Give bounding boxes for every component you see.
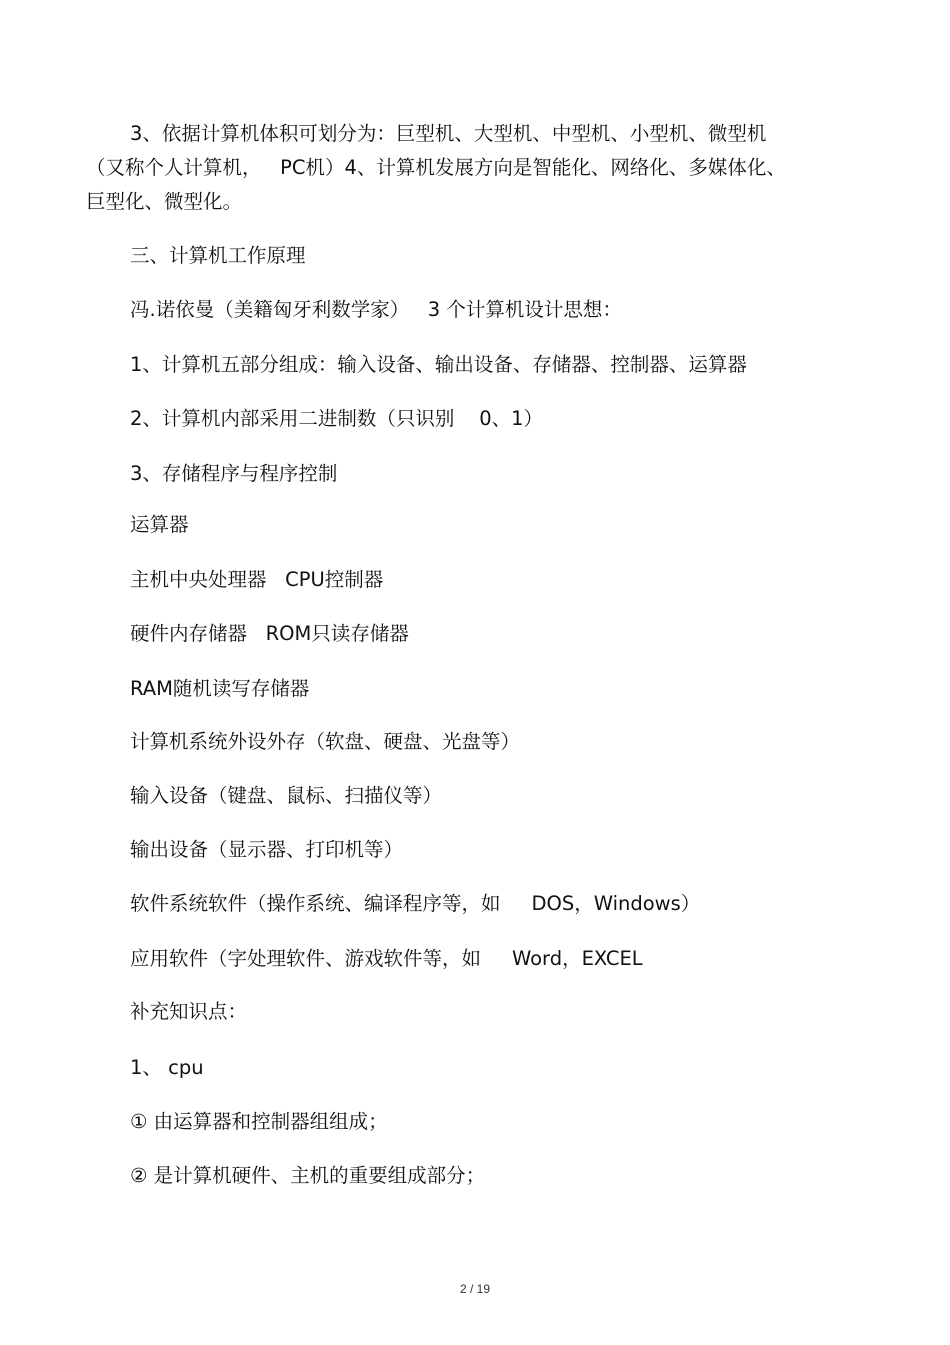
- text-line: RAM随机读写存储器: [130, 677, 310, 700]
- text-line: 计算机系统外设外存（软盘、硬盘、光盘等）: [130, 730, 521, 753]
- list-item: 2、计算机内部采用二进制数（只识别 0、1）: [130, 407, 544, 430]
- paragraph-line: （又称个人计算机， PC机）4、计算机发展方向是智能化、网络化、多媒体化、: [86, 156, 786, 179]
- text-line: 输出设备（显示器、打印机等）: [130, 838, 404, 861]
- paragraph-line: 巨型化、微型化。: [86, 190, 243, 213]
- section-heading: 补充知识点：: [130, 1000, 248, 1023]
- text-line: 主机中央处理器 CPU控制器: [130, 568, 384, 591]
- section-heading: 三、计算机工作原理: [130, 244, 306, 267]
- text-line: 应用软件（字处理软件、游戏软件等，如 Word，EXCEL: [130, 947, 643, 970]
- text-line: 冯.诺依曼（美籍匈牙利数学家） 3 个计算机设计思想：: [130, 298, 622, 321]
- list-item: 1、 cpu: [130, 1056, 204, 1079]
- list-item: ① 由运算器和控制器组组成；: [130, 1110, 388, 1133]
- text-line: 运算器: [130, 513, 189, 536]
- text-line: 硬件内存储器 ROM只读存储器: [130, 622, 409, 645]
- list-item: 3、存储程序与程序控制: [130, 462, 338, 485]
- text-line: 软件系统软件（操作系统、编译程序等，如 DOS，Windows）: [130, 892, 701, 915]
- page-number: 2 / 19: [459, 1282, 491, 1296]
- paragraph-line: 3、依据计算机体积可划分为：巨型机、大型机、中型机、小型机、微型机: [130, 122, 767, 145]
- list-item: ② 是计算机硬件、主机的重要组成部分；: [130, 1164, 486, 1187]
- text-line: 输入设备（键盘、鼠标、扫描仪等）: [130, 784, 443, 807]
- list-item: 1、计算机五部分组成：输入设备、输出设备、存储器、控制器、运算器: [130, 353, 747, 376]
